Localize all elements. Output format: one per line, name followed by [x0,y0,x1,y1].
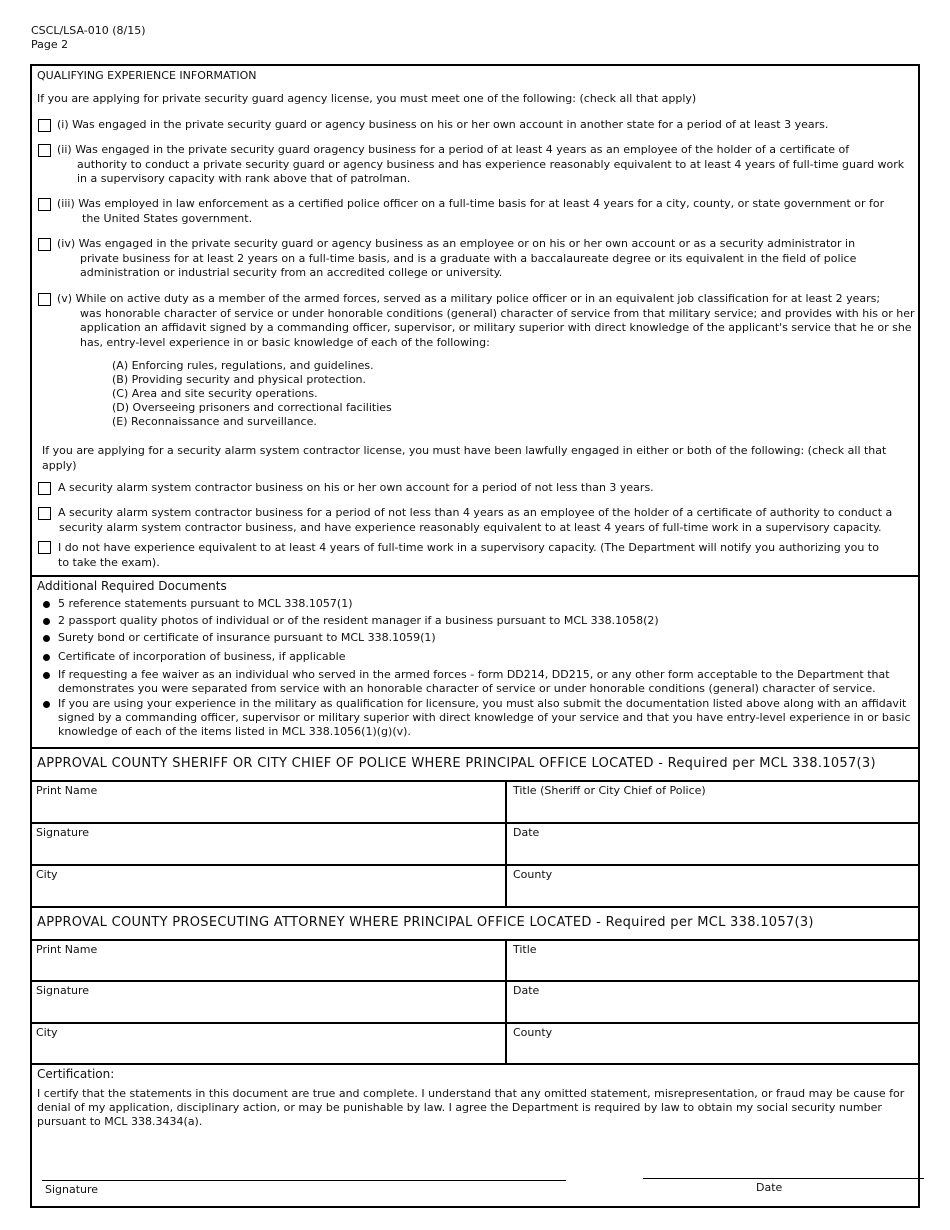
prosecutor-county-cell [509,1024,918,1063]
document-item-6-line-1: If you are using your experience in the military as qualification for licensure, you must also submit the documentation listed above along with an affidavit [58,697,907,710]
form-header [31,24,146,52]
option-iii-line-2: the United States government. [82,211,253,225]
option-iv-line-3: administration or industrial security from an accredited college or university. [80,266,503,279]
document-item-6 [58,697,911,739]
alarm-intro [42,444,886,473]
option-iii-text [57,197,884,226]
alarm-intro-line-1: If you are applying for a security alarm system contractor license, you must have been lawfully engaged in either or both of the following: (check all that [42,444,887,457]
option-i-text [57,118,828,133]
prosecutor-print-name-field[interactable] [36,959,501,977]
sheriff-required-text: - Required per MCL 338.1057(3) [653,756,876,771]
sheriff-signature-cell [32,824,507,864]
option-iii-line-1: (iii) Was employed in law enforcement as a certified police officer on a full-time basis for at least 4 years for a city, county, or state government or for [57,197,885,210]
alarm-option-2-text [58,506,892,535]
sheriff-county-field[interactable] [513,884,914,903]
prosecutor-signature-field[interactable] [36,1000,501,1019]
bullet-icon [43,618,50,625]
sheriff-title-text: APPROVAL COUNTY SHERIFF OR CITY CHIEF OF POLICE WHERE PRINCIPAL OFFICE LOCATED [37,756,654,771]
sub-item-c: (C) Area and site security operations. [112,387,318,400]
sub-item-a: (A) Enforcing rules, regulations, and guidelines. [112,359,374,372]
prosecutor-county-label: County [513,1026,553,1039]
document-item-5-line-2: demonstrates you were separated from service with an honorable character of service or under honorable conditions (general) character of service. [58,682,876,695]
experience-title: QUALIFYING EXPERIENCE INFORMATION [37,69,257,82]
certification-title: Certification: [37,1067,115,1081]
bullet-icon [43,672,50,679]
prosecutor-date-field[interactable] [513,1000,914,1019]
prosecutor-title-field[interactable] [513,959,914,977]
option-ii-text [57,143,904,187]
checkbox-option-ii[interactable] [38,144,51,157]
sheriff-row-location [32,866,918,908]
prosecutor-city-field[interactable] [36,1042,501,1060]
prosecutor-city-label: City [36,1026,58,1039]
alarm-option-3-text [58,541,879,570]
bullet-icon [43,601,50,608]
prosecutor-approval-header [32,908,918,941]
prosecutor-date-label: Date [513,984,540,997]
prosecutor-title-cell [509,941,918,980]
prosecutor-approval-title [37,916,814,931]
bullet-icon [43,635,50,642]
sheriff-city-cell [32,866,507,906]
prosecutor-row-signature [32,982,918,1024]
sheriff-print-name-field[interactable] [36,800,501,819]
prosecutor-required-text: - Required per MCL 338.1057(3) [591,915,814,930]
experience-intro: If you are applying for private security guard agency license, you must meet one of the following: (check all that apply) [37,92,697,105]
option-v-line-2: was honorable character of service or under honorable conditions (general) character of service from that military service; and provides with his or her [80,306,915,320]
prosecutor-print-name-cell [32,941,507,980]
checkbox-option-i[interactable] [38,119,51,132]
alarm-option-2-line-1: A security alarm system contractor business for a period of not less than 4 years as an employee of the holder of a certificate of authority to conduct a [58,506,893,519]
sheriff-title-cell [509,782,918,822]
checkbox-option-iv[interactable] [38,238,51,251]
bullet-icon [43,654,50,661]
checkbox-option-iii[interactable] [38,198,51,211]
sheriff-signature-label: Signature [36,826,90,839]
form-frame [30,64,920,1208]
sheriff-signature-field[interactable] [36,842,501,861]
sheriff-row-signature [32,824,918,866]
additional-documents-section [32,577,918,749]
prosecutor-county-field[interactable] [513,1042,914,1060]
certification-line-1: I certify that the statements in this document are true and complete. I understand that any omitted statement, misrepresentation, or fraud may be cause for [37,1087,905,1100]
option-ii-line-2: authority to conduct a private security guard or agency business and has experience reasonably equivalent to at least 4 years of full-time guard work [77,157,905,171]
checkbox-alarm-own-account[interactable] [38,482,51,495]
option-v-sub-items [112,359,392,429]
sheriff-print-name-cell [32,782,507,822]
sub-item-b: (B) Providing security and physical protection. [112,373,367,386]
certification-line-3: pursuant to MCL 338.3434(a). [37,1115,203,1128]
sheriff-row-name [32,782,918,824]
alarm-option-3-line-2: to take the exam). [58,555,160,569]
document-item-4: Certificate of incorporation of business, if applicable [58,650,346,663]
document-item-5-line-1: If requesting a fee waiver as an individual who served in the armed forces - form DD214, DD215, or any other form acceptable to the Department that [58,668,890,681]
prosecutor-row-location [32,1024,918,1065]
prosecutor-date-cell [509,982,918,1022]
alarm-option-2-line-2: security alarm system contractor business, and have experience reasonably equivalent to at least 4 years of full-time work in a supervisory capacity. [59,520,882,534]
sheriff-county-cell [509,866,918,906]
alarm-option-1-text [58,481,654,496]
prosecutor-signature-label: Signature [36,984,90,997]
option-ii-line-1: (ii) Was engaged in the private security guard oragency business for a period of at least 4 years as an employee of the holder of a certificate of [57,143,850,156]
option-v-line-3: application an affidavit signed by a commanding officer, supervisor, or military superior with direct knowledge of the applicant's service that he or she [80,321,912,334]
document-item-5 [58,668,890,696]
sub-item-d: (D) Overseeing prisoners and correctional facilities [112,401,392,414]
certification-signature-label: Signature [45,1183,99,1196]
option-v-line-4: has, entry-level experience in or basic knowledge of each of the following: [80,335,490,349]
form-id: CSCL/LSA-010 (8/15) [31,24,146,37]
certification-date-line[interactable] [643,1178,924,1179]
page-number: Page 2 [31,38,69,51]
alarm-intro-line-2: apply) [42,458,77,472]
document-item-3: Surety bond or certificate of insurance pursuant to MCL 338.1059(1) [58,631,436,644]
sheriff-city-field[interactable] [36,884,501,903]
option-v-line-1: (v) While on active duty as a member of the armed forces, served as a military police officer or in an equivalent job classification for at least 2 years; [57,292,881,305]
document-item-6-line-3: knowledge of each of the items listed in MCL 338.1056(1)(g)(v). [58,725,411,738]
option-iv-line-1: (iv) Was engaged in the private security guard or agency business as an employee or on his or her own account or as a security administrator in [57,237,856,250]
sheriff-county-label: County [513,868,553,881]
qualifying-experience-section [32,66,918,577]
sheriff-approval-title [37,757,876,772]
checkbox-option-v[interactable] [38,293,51,306]
prosecutor-signature-cell [32,982,507,1022]
sheriff-date-cell [509,824,918,864]
option-ii-line-3: in a supervisory capacity with rank above that of patrolman. [77,172,411,185]
sheriff-date-field[interactable] [513,842,914,861]
certification-line-2: denial of my application, disciplinary action, or may be punishable by law. I agree the Department is required by law to obtain my social security number [37,1101,882,1114]
option-iv-line-2: private business for at least 2 years on a full-time basis, and is a graduate with a baccalaureate degree or its equivalent in the field of police [80,251,857,265]
alarm-option-1-line-1: A security alarm system contractor business on his or her own account for a period of not less than 3 years. [58,481,654,494]
bullet-icon [43,701,50,708]
checkbox-alarm-employee[interactable] [38,507,51,520]
option-iv-text [57,237,856,281]
sheriff-date-label: Date [513,826,540,839]
certification-statement [37,1087,913,1129]
checkbox-no-experience[interactable] [38,541,51,554]
sheriff-city-label: City [36,868,58,881]
option-v-text [57,292,915,350]
prosecutor-title-text: APPROVAL COUNTY PROSECUTING ATTORNEY WHERE PRINCIPAL OFFICE LOCATED [37,915,592,930]
documents-title: Additional Required Documents [37,579,227,593]
alarm-option-3-line-1: I do not have experience equivalent to at least 4 years of full-time work in a supervisory capacity. (The Department will notify you authorizing you to [58,541,879,554]
sheriff-approval-header [32,749,918,782]
prosecutor-city-cell [32,1024,507,1063]
option-i-line-1: (i) Was engaged in the private security guard or agency business on his or her own account in another state for a period of at least 3 years. [57,118,829,131]
certification-date-label: Date [756,1181,783,1194]
sheriff-print-name-label: Print Name [36,784,98,797]
prosecutor-title-label: Title [513,943,537,956]
certification-signature-line[interactable] [42,1180,566,1181]
sheriff-title-field[interactable] [513,800,914,819]
document-item-2: 2 passport quality photos of individual or of the resident manager if a business pursuant to MCL 338.1058(2) [58,614,659,627]
prosecutor-row-name [32,941,918,982]
document-item-1: 5 reference statements pursuant to MCL 338.1057(1) [58,597,353,610]
certification-section [32,1065,918,1206]
sub-item-e: (E) Reconnaissance and surveillance. [112,415,317,428]
document-item-6-line-2: signed by a commanding officer, supervisor or military superior with direct knowledge of your service and that you have entry-level experience in or basic [58,711,911,724]
prosecutor-print-name-label: Print Name [36,943,98,956]
sheriff-title-label: Title (Sheriff or City Chief of Police) [513,784,706,797]
